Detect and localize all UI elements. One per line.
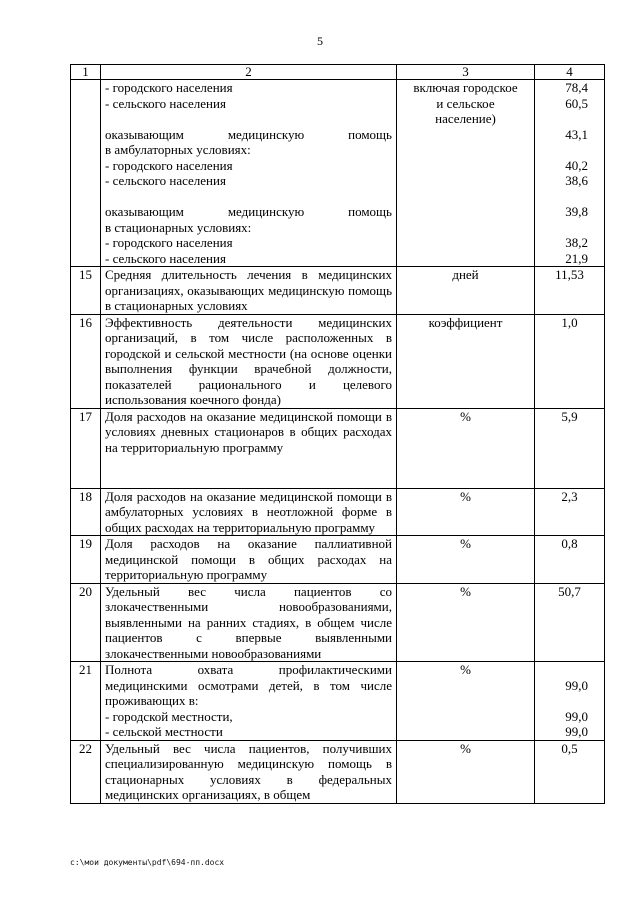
row-text: Доля расходов на оказание медицинской помощи в амбулаторных условиях в неотложной форме в общих расходах на территориальную программу — [101, 488, 397, 536]
value: 21,9 — [565, 250, 588, 266]
row-text — [101, 80, 397, 267]
value: 38,6 — [565, 173, 588, 188]
text-line: - сельского населения — [105, 95, 226, 111]
row-text: Доля расходов на оказание медицинской помощи в условиях дневных стационаров в общих расходах на территориальную программу — [101, 408, 397, 488]
text-line: - городского населения — [105, 157, 233, 173]
page-number: 5 — [317, 34, 323, 48]
row-value: 1,0 — [535, 314, 605, 408]
table-row — [71, 583, 605, 662]
row-value: 0,5 — [535, 740, 605, 803]
row-unit: коэффициент — [397, 314, 535, 408]
row-text: Удельный вес числа пациентов со злокачественными новообразованиями, выявленными на ранних стадиях, в общем числе пациентов с впервые выявленными злокачественными новообразованиями — [101, 583, 397, 662]
row-number: 16 — [71, 314, 101, 408]
value: 99,0 — [565, 724, 588, 739]
text-line: в амбулаторных условиях: — [105, 142, 251, 157]
file-path-footer: c:\мои документы\pdf\694-пп.docx — [70, 858, 225, 867]
unit-line: и сельское — [436, 95, 495, 111]
value: 99,0 — [565, 677, 588, 693]
value: 38,2 — [565, 235, 588, 250]
row-text: Эффективность деятельности медицинских организаций, в том числе расположенных в городской и сельской местности (на основе оценки выполнения функции врачебной должности, показателей рационального и целевого использования коечного фонда) — [101, 314, 397, 408]
header-col-2: 2 — [101, 65, 397, 80]
row-text — [101, 662, 397, 741]
row-unit: % — [397, 740, 535, 803]
row-values — [535, 80, 605, 267]
table-row — [71, 267, 605, 315]
table-row — [71, 314, 605, 408]
text-line: в стационарных условиях: — [105, 219, 252, 235]
row-value: 0,8 — [535, 536, 605, 584]
value: 39,8 — [565, 204, 588, 219]
value: 60,5 — [565, 95, 588, 111]
header-col-1: 1 — [71, 65, 101, 80]
row-value: 5,9 — [535, 408, 605, 488]
header-col-4: 4 — [535, 65, 605, 80]
row-values — [535, 662, 605, 741]
row-unit: дней — [397, 267, 535, 315]
row-number — [71, 80, 101, 267]
row-unit: % — [397, 583, 535, 662]
header-col-3: 3 — [397, 65, 535, 80]
text-line: - сельского населения — [105, 173, 226, 188]
table-row — [71, 740, 605, 803]
text-line: Полнота охвата профилактическими медицинскими осмотрами детей, в том числе проживающих в: — [105, 662, 392, 708]
row-text: Удельный вес числа пациентов, получивших специализированную медицинскую помощь в стационарных условиях в федеральных медицинских организациях, в общем — [101, 740, 397, 803]
text-line: - городского населения — [105, 80, 233, 95]
indicators-table — [70, 64, 605, 804]
unit-line: население) — [435, 111, 496, 126]
row-number: 18 — [71, 488, 101, 536]
row-unit: % — [397, 536, 535, 584]
value: 43,1 — [565, 126, 588, 142]
text-line: оказывающим медицинскую помощь — [105, 126, 392, 142]
row-value: 11,53 — [535, 267, 605, 315]
table-row — [71, 536, 605, 584]
value: 40,2 — [565, 157, 588, 173]
unit-line: включая городское — [413, 80, 518, 95]
row-value: 2,3 — [535, 488, 605, 536]
row-unit: % — [397, 408, 535, 488]
text-line: - городского населения — [105, 235, 233, 250]
row-value: 50,7 — [535, 583, 605, 662]
text-line: - сельской местности — [105, 724, 223, 739]
row-number: 20 — [71, 583, 101, 662]
row-number: 22 — [71, 740, 101, 803]
row-unit: % — [397, 488, 535, 536]
table-row — [71, 662, 605, 741]
row-number: 17 — [71, 408, 101, 488]
text-line: - городской местности, — [105, 708, 233, 724]
row-unit: % — [397, 662, 535, 741]
row-text: Доля расходов на оказание паллиативной медицинской помощи в общих расходах на территориальную программу — [101, 536, 397, 584]
value: 99,0 — [565, 708, 588, 724]
header-row — [71, 65, 605, 80]
row-number: 15 — [71, 267, 101, 315]
table-row — [71, 488, 605, 536]
text-line: - сельского населения — [105, 250, 226, 266]
row-number: 21 — [71, 662, 101, 741]
table-row — [71, 408, 605, 488]
row-unit — [397, 80, 535, 267]
value: 78,4 — [565, 80, 588, 95]
row-text: Средняя длительность лечения в медицинских организациях, оказывающих медицинскую помощь в стационарных условиях — [101, 267, 397, 315]
row-number: 19 — [71, 536, 101, 584]
table-row-continued — [71, 80, 605, 267]
text-line: оказывающим медицинскую помощь — [105, 204, 392, 219]
